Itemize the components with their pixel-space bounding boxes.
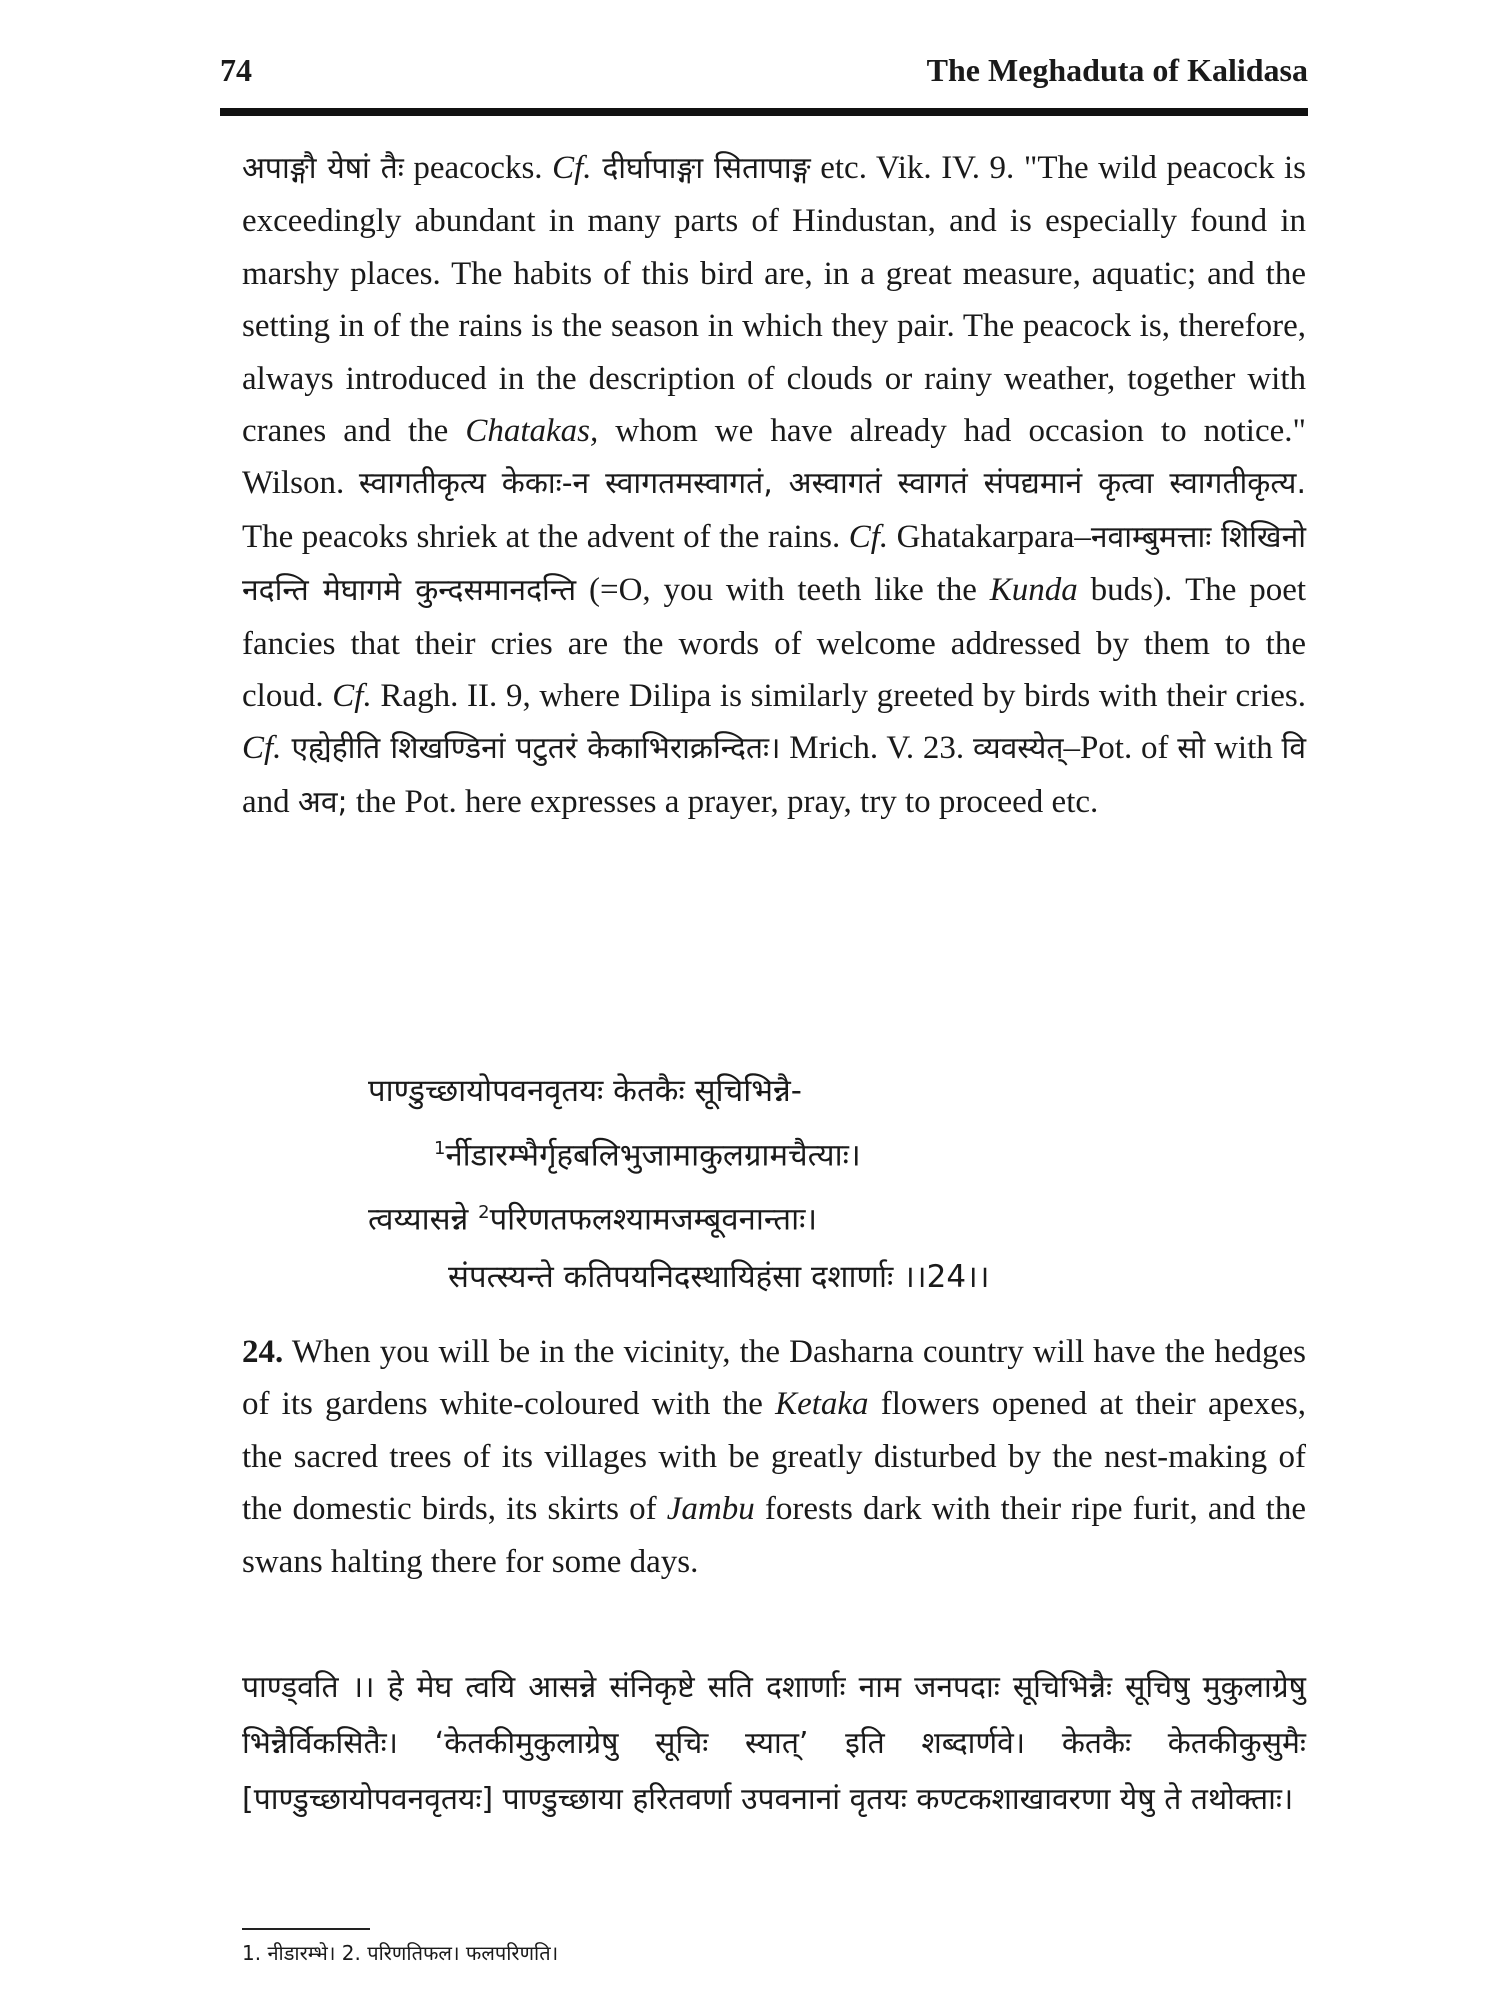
sanskrit-text: एह्येहीति शिखण्डिनां पटुतरं केकाभिराक्रन्दितः। (281, 731, 781, 767)
footnote-marker: 2 (478, 1202, 490, 1224)
cf-abbrev: Cf. (552, 150, 592, 186)
translation-paragraph (242, 1326, 1306, 1588)
italic-term-chatakas: Chatakas, (465, 413, 599, 450)
verse-line-1: पाण्डुच्छायोपवनवृतयः केतकैः सूचिभिन्नै- (368, 1073, 802, 1109)
footnote-marker: 1 (434, 1138, 446, 1159)
translation-text: When you will be in the vicinity, the Dasharna country will have the hedges of its gardens white-coloured with the (242, 1334, 1306, 1423)
footnote-rule (242, 1928, 370, 1930)
footnote: 1. नीडारम्भे। 2. परिणतिफल। फलपरिणति। (242, 1941, 559, 1965)
english-text: Mrich. V. 23. (780, 730, 973, 767)
sanskrit-text: दीर्घापाङ्गा सितापाङ्ग (591, 151, 811, 186)
sanskrit-text: नवाम्बुमत्ताः शिखिनो नदन्ति मेघागमे कुन्दसमानदन्ति (242, 519, 1307, 609)
italic-term-kunda: Kunda (989, 572, 1078, 609)
running-title: The Meghaduta of Kalidasa (926, 52, 1308, 88)
english-text: with (1205, 730, 1282, 767)
header-rule (220, 108, 1308, 116)
verse-line-3 (368, 1184, 1268, 1248)
english-text: (=O, you with teeth like the (576, 572, 990, 609)
english-text: –Pot. of (1063, 730, 1178, 767)
italic-term-jambu: Jambu (666, 1491, 755, 1528)
verse-line-2 (368, 1120, 1268, 1184)
sanskrit-text: व्यवस्येत् (972, 731, 1064, 767)
english-text: the Pot. here expresses a prayer, pray, try to proceed etc. (347, 783, 1099, 820)
english-text: whom we have already had occasion to notice." Wilson. (242, 413, 1306, 502)
english-text: Ghatakarpara– (888, 518, 1091, 555)
sanskrit-text: सो (1177, 731, 1206, 767)
english-text: and (242, 783, 298, 820)
cf-abbrev: Cf. (848, 518, 889, 555)
english-text: The peacoks shriek at the advent of the rains. (242, 518, 849, 555)
sanskrit-text: अव; (297, 784, 348, 820)
english-text: buds). The poet fancies that their cries are the words of welcome addressed by them to the cloud. (242, 572, 1307, 715)
verse-number: 24. (242, 1334, 284, 1370)
page-header (220, 52, 1308, 102)
italic-term-ketaka: Ketaka (775, 1386, 869, 1423)
english-text: etc. Vik. IV. 9. "The wild peacock is exceedingly abundant in many parts of Hindustan, and is especially found in marshy places. The habits of this bird are, in a great measure, aquatic; and the setting in of the rains is the season in which they pair. The peacock is, therefore, always introduced in the description of clouds or rainy weather, together with cranes and the (242, 150, 1307, 450)
translation-text: forests dark with their ripe furit, and the swans halting there for some days. (242, 1491, 1306, 1580)
cf-abbrev: Cf. (242, 730, 282, 767)
verse-line-3-text-b: परिणतफलश्यामजम्बूवनान्ताः। (489, 1201, 818, 1238)
commentary-paragraph (242, 142, 1306, 829)
verse-line-3-text-a: त्वय्यासन्ने (368, 1201, 479, 1238)
verse-line-4: संपत्स्यन्ते कतिपयनिदस्थायिहंसा दशार्णाः ।।24।। (448, 1258, 990, 1295)
sanskrit-verse (368, 1063, 1268, 1306)
sanskrit-text: स्वागतीकृत्य केकाः-न स्वागतमस्वागतं, अस्वागतं स्वागतं संपद्यमानं कृत्वा स्वागतीकृत्य. (358, 466, 1306, 502)
english-text: Ragh. II. 9, where Dilipa is similarly greeted by birds with their cries. (371, 678, 1306, 715)
sanskrit-text: वि (1281, 731, 1306, 767)
translation-text: flowers opened at their apexes, the sacred trees of its villages with be greatly disturbed by the nest-making of the domestic birds, its skirts of (242, 1386, 1306, 1528)
page-number: 74 (220, 52, 252, 88)
cf-abbrev: Cf. (332, 678, 372, 715)
english-text: peacocks. (403, 150, 553, 186)
sanskrit-text: अपाङ्गौ येषां तैः (242, 151, 404, 186)
verse-line-2-text: र्नीडारम्भैर्गृहबलिभुजामाकुलग्रामचैत्याः। (445, 1137, 861, 1174)
sanskrit-commentary: पाण्ड्वति ।। हे मेघ त्वयि आसन्ने संनिकृष्टे सति दशार्णाः नाम जनपदाः सूचिभिन्नैः सूचिषु मुकुलाग्रेषु भिन्नैर्विकसितैः। ‘केतकीमुकुलाग्रेषु सूचिः स्यात्’ इति शब्दार्णवे। केतकैः केतकीकुसुमैः [पाण्डुच्छायोपवनवृतयः] पाण्डुच्छाया हरितवर्णा उपवनानां वृतयः कण्टकशाखावरणा येषु ते तथोक्ताः। (242, 1670, 1306, 1817)
